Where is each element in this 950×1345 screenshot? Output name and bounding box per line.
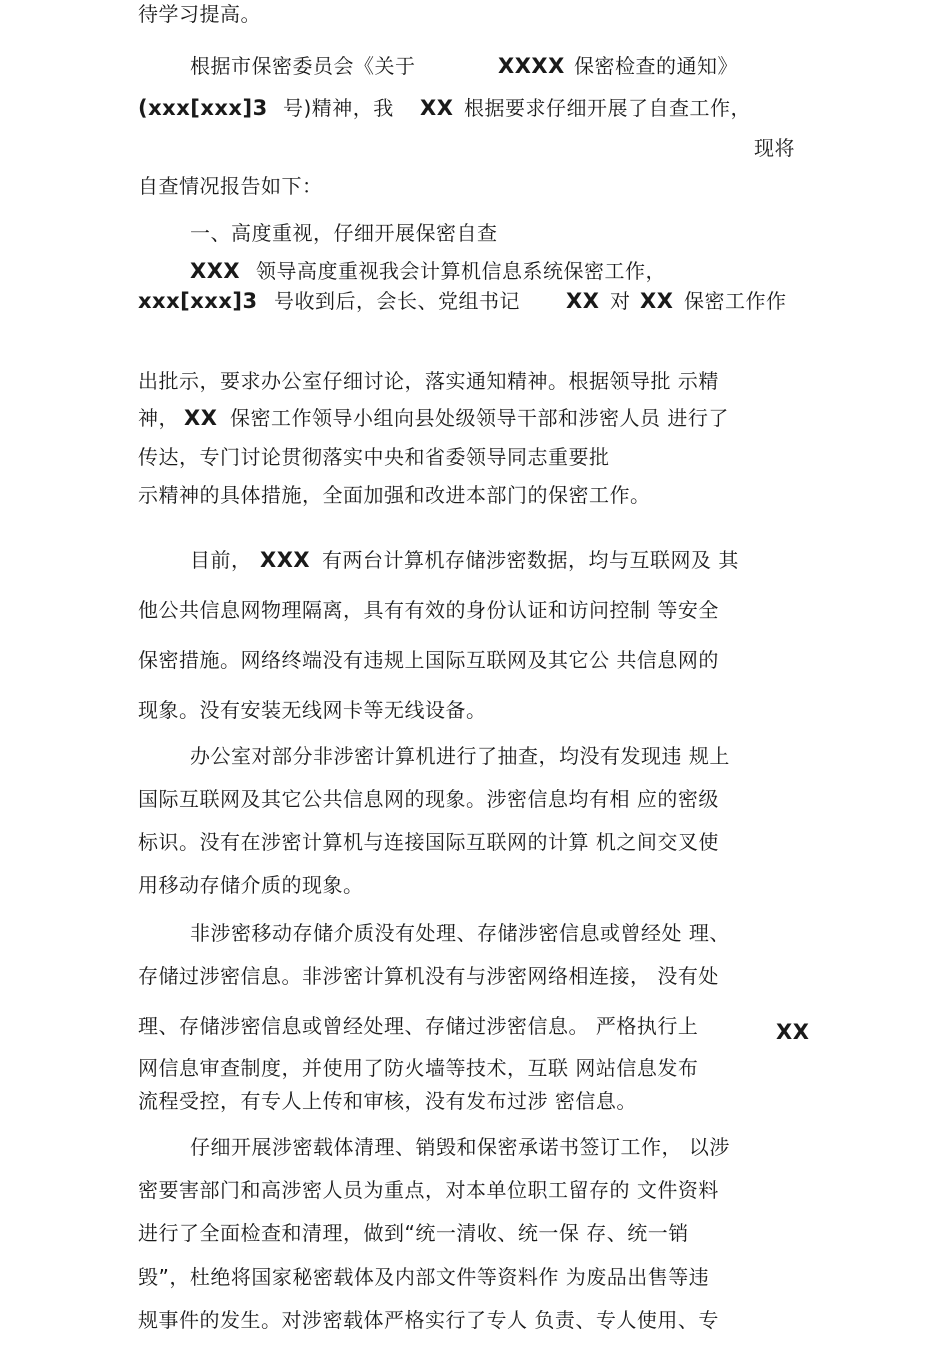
text-line: 待学习提高。 xyxy=(138,2,261,26)
text-code: XXX xyxy=(190,259,241,283)
text-line: 流程受控，有专人上传和审核，没有发布过涉 密信息。 xyxy=(138,1089,637,1113)
text-code: XX xyxy=(776,1020,810,1044)
text-line: 现将 xyxy=(754,136,795,160)
text-line: 号)精神，我 xyxy=(283,96,394,120)
text-line: 保密检查的通知》 xyxy=(574,54,738,78)
text-line: 保密措施。网络终端没有违规上国际互联网及其它公 共信息网的 xyxy=(138,648,719,672)
text-line: 自查情况报告如下： xyxy=(138,174,323,198)
text-line: 非涉密移动存储介质没有处理、存储涉密信息或曾经处 理、 xyxy=(190,921,730,945)
text-line: 号收到后，会长、党组书记 xyxy=(274,289,520,313)
text-line: 网信息审查制度，并使用了防火墙等技术，互联 网站信息发布 xyxy=(138,1056,699,1080)
text-line: 传达，专门讨论贯彻落实中央和省委领导同志重要批 xyxy=(138,445,610,469)
text-line: 标识。没有在涉密计算机与连接国际互联网的计算 机之间交叉使 xyxy=(138,830,719,854)
text-code: XX xyxy=(566,289,600,313)
text-line: 他公共信息网物理隔离，具有有效的身份认证和访问控制 等安全 xyxy=(138,598,719,622)
text-line: 根据市保密委员会《关于 xyxy=(190,54,416,78)
text-line: 规事件的发生。对涉密载体严格实行了专人 负责、专人使用、专 xyxy=(138,1308,719,1332)
text-line: 根据要求仔细开展了自查工作， xyxy=(464,96,751,120)
text-line: 密要害部门和高涉密人员为重点，对本单位职工留存的 文件资料 xyxy=(138,1178,719,1202)
text-line: 保密工作作 xyxy=(684,289,787,313)
text-line: 目前， xyxy=(190,548,252,572)
text-line: 理、存储涉密信息或曾经处理、存储过涉密信息。 严格执行上 xyxy=(138,1014,699,1038)
text-code: XXXX xyxy=(498,54,565,78)
text-line: 仔细开展涉密载体清理、销毁和保密承诺书签订工作， 以涉 xyxy=(190,1135,730,1159)
text-code: XX xyxy=(420,96,454,120)
text-code: XX xyxy=(640,289,674,313)
text-line: 存储过涉密信息。非涉密计算机没有与涉密网络相连接， 没有处 xyxy=(138,964,719,988)
text-code: XXX xyxy=(260,548,311,572)
text-line: 领导高度重视我会计算机信息系统保密工作， xyxy=(256,259,666,283)
text-line: 出批示，要求办公室仔细讨论，落实通知精神。根据领导批 示精 xyxy=(138,369,719,393)
text-line: 有两台计算机存储涉密数据，均与互联网及 其 xyxy=(322,548,739,572)
text-line: 示精神的具体措施，全面加强和改进本部门的保密工作。 xyxy=(138,483,651,507)
text-line: 进行了全面检查和清理，做到“统一清收、统一保 存、统一销 xyxy=(138,1221,689,1245)
text-line: 办公室对部分非涉密计算机进行了抽查，均没有发现违 规上 xyxy=(190,744,730,768)
text-line: 用移动存储介质的现象。 xyxy=(138,873,364,897)
text-line: 神， xyxy=(138,406,179,430)
text-line: 对 xyxy=(610,289,631,313)
text-code: XX xyxy=(184,406,218,430)
text-line: 现象。没有安装无线网卡等无线设备。 xyxy=(138,698,487,722)
text-code: (xxx[xxx]3 xyxy=(138,96,268,120)
text-line: 毁”，杜绝将国家秘密载体及内部文件等资料作 为废品出售等违 xyxy=(138,1265,710,1289)
text-line: 保密工作领导小组向县处级领导干部和涉密人员 进行了 xyxy=(230,406,729,430)
text-line: 国际互联网及其它公共信息网的现象。涉密信息均有相 应的密级 xyxy=(138,787,719,811)
section-heading: 一、高度重视，仔细开展保密自查 xyxy=(190,221,498,245)
text-code: xxx[xxx]3 xyxy=(138,289,258,313)
